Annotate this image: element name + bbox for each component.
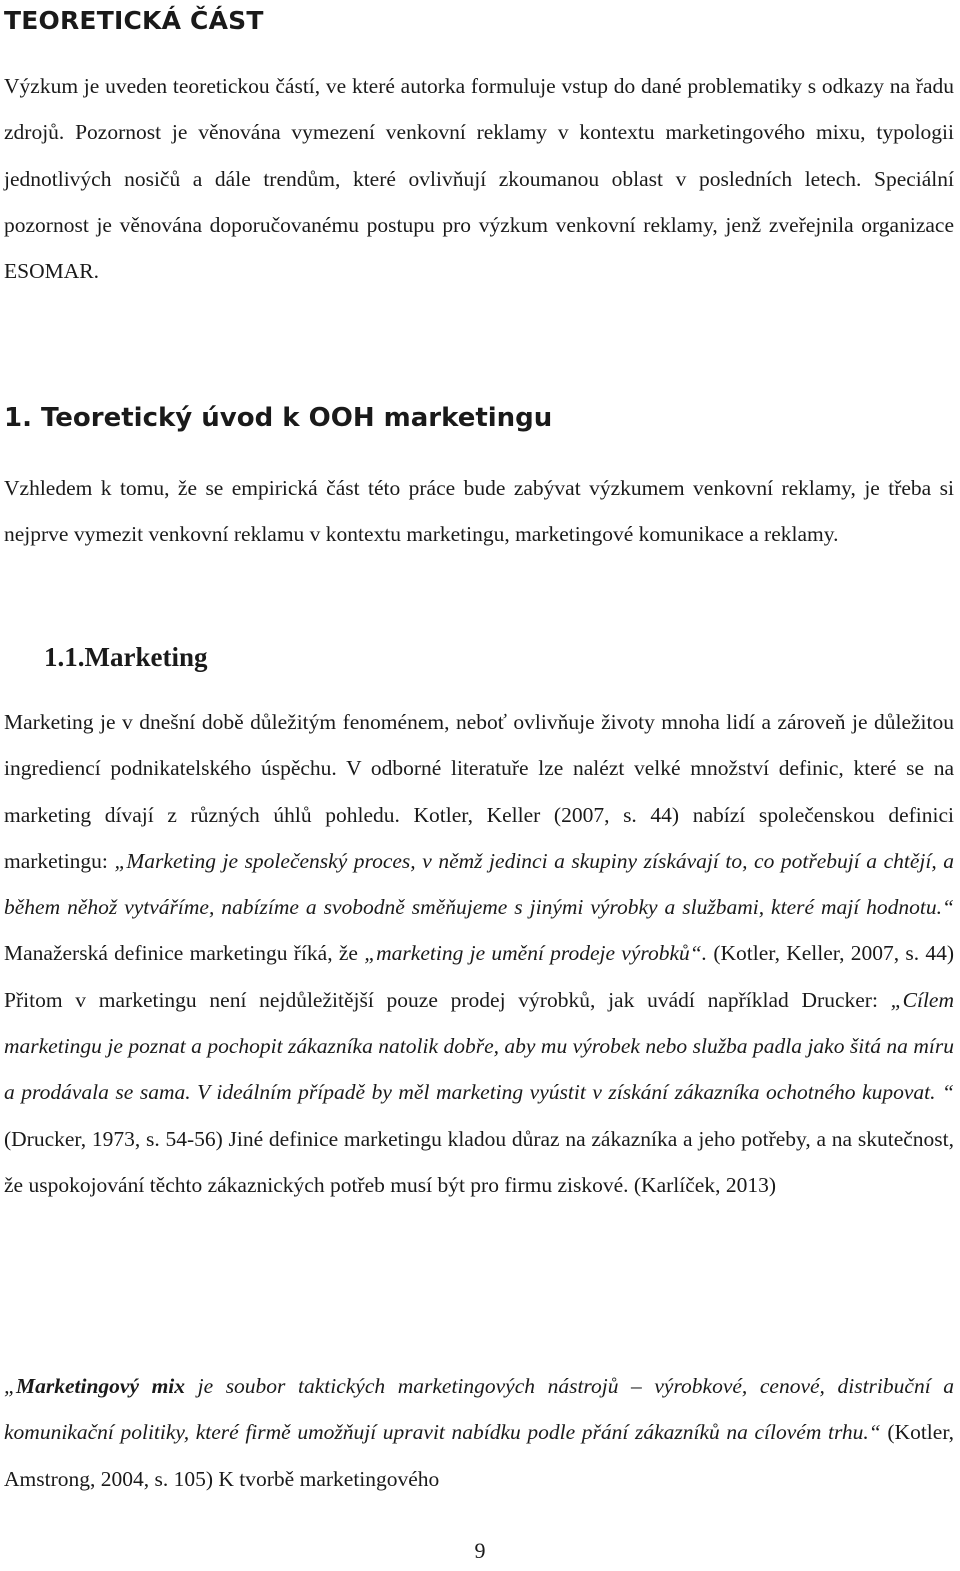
part-heading: TEORETICKÁ ČÁST	[4, 6, 264, 35]
section-heading-1-1: 1.1.Marketing	[44, 642, 208, 672]
section-heading-1: 1. Teoretický úvod k OOH marketingu	[4, 403, 553, 433]
quote-open-mark: „	[4, 1374, 16, 1398]
marketing-mix-text: (Kotler, Amstrong, 2004, s. 105) K tvorbě marketingového	[4, 1420, 954, 1491]
marketing-text-3: (Kotler, Keller, 2007, s. 44) Přitom v marketingu není nejdůležitější pouze prodej výrobků, jak uvádí například Drucker:	[4, 941, 954, 1012]
section-1-paragraph: Vzhledem k tomu, že se empirická část této práce bude zabývat výzkumem venkovní reklamy, je třeba si nejprve vymezit venkovní reklamu v kontextu marketingu, marketingové komunikace a reklamy.	[4, 476, 954, 547]
quote-drucker: „Cílem marketingu je poznat a pochopit zákazníka natolik dobře, aby mu výrobek nebo služba padla jako šitá na míru a prodávala se sama. V ideálním případě by měl marketing vyústit v získání zákazníka ochotného kupovat. “	[4, 987, 954, 1105]
term-marketing-mix: Marketingový mix	[15, 1374, 186, 1398]
intro-paragraph: Výzkum je uveden teoretickou částí, ve které autorka formuluje vstup do dané problematiky s odkazy na řadu zdrojů. Pozornost je věnována vymezení venkovní reklamy v kontextu marketingového mixu, typologii jednotlivých nosičů a dále trendům, které ovlivňují zkoumanou oblast v posledních letech. Speciální pozornost je věnována doporučovanému postupu pro výzkum venkovní reklamy, jenž zveřejnila organizace ESOMAR.	[4, 74, 954, 284]
quote-managerial-definition: „marketing je umění prodeje výrobků“.	[364, 941, 708, 966]
quote-kotler-keller-social: „Marketing je společenský proces, v němž jedinci a skupiny získávají to, co potřebují a chtějí, a během něhož vytváříme, nabízíme a svobodně směňujeme s jinými výrobky a službami, které mají hodnotu.“	[4, 848, 954, 920]
marketing-paragraph	[4, 699, 954, 1208]
marketing-text-2: Manažerská definice marketingu říká, že	[4, 941, 365, 966]
marketing-mix-paragraph	[4, 1363, 954, 1502]
page-number: 9	[474, 1538, 486, 1563]
marketing-text-1: Marketing je v dnešní době důležitým fenoménem, neboť ovlivňuje životy mnoha lidí a zároveň je důležitou ingrediencí podnikatelského úspěchu. V odborné literatuře lze nalézt velké množství definic, které se na marketing dívají z různých úhlů pohledu. Kotler, Keller (2007, s. 44) nabízí společenskou definici marketingu:	[4, 710, 954, 873]
quote-marketing-mix: je soubor taktických marketingových nástrojů – výrobkové, cenové, distribuční a komunikační politiky, které firmě umožňují upravit nabídku podle přání zákazníků na cílovém trhu.“	[4, 1374, 954, 1445]
marketing-text-4: (Drucker, 1973, s. 54-56) Jiné definice marketingu kladou důraz na zákazníka a jeho potřeby, a na skutečnost, že uspokojování těchto zákaznických potřeb musí být pro firmu ziskové. (Karlíček, 2013)	[4, 1126, 954, 1197]
